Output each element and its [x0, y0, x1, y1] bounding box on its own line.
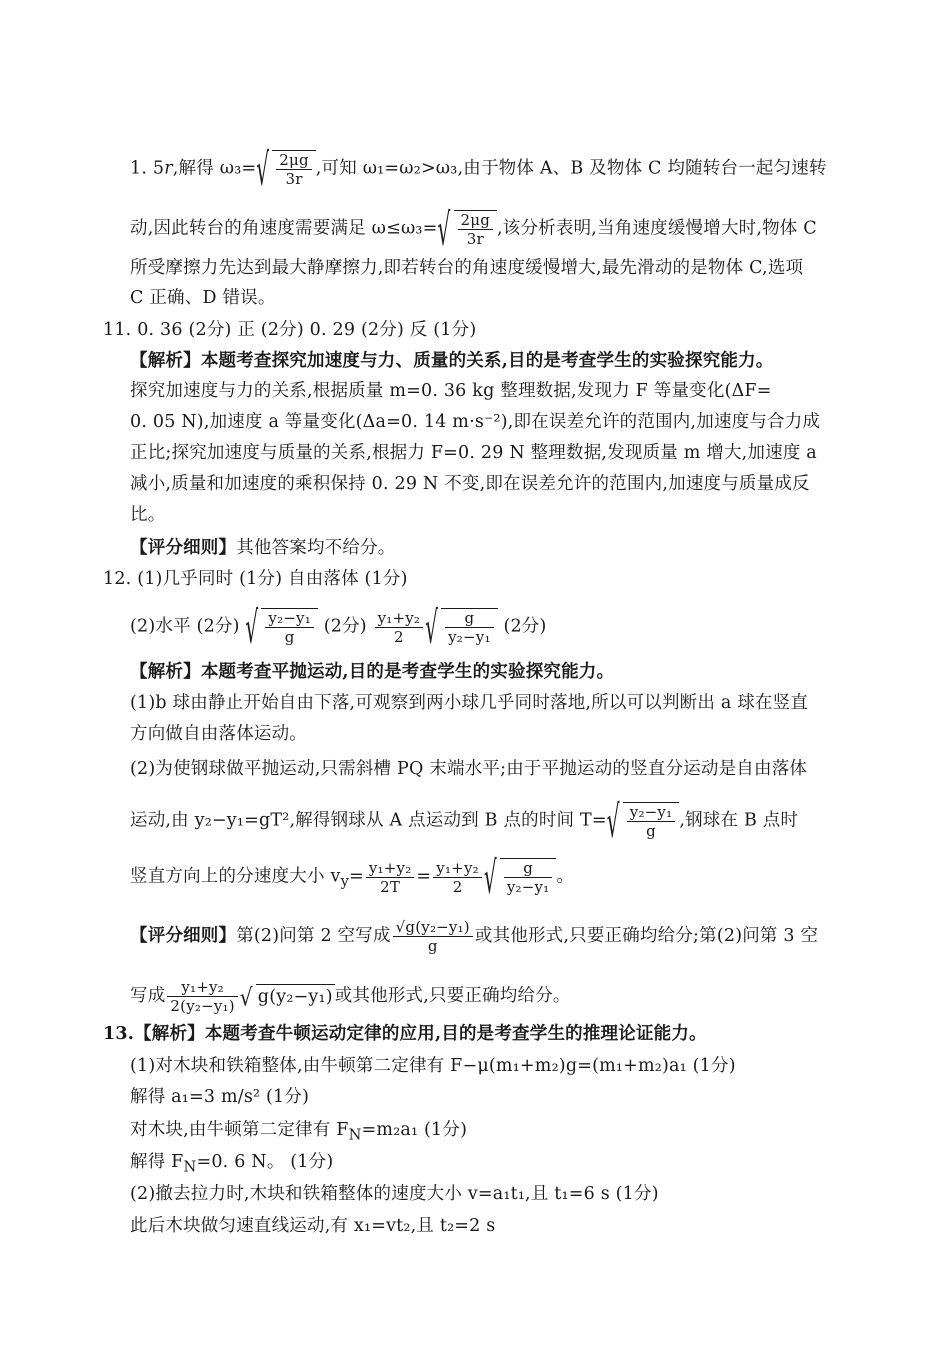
- denominator: 2T: [380, 877, 401, 896]
- text: 。: [556, 866, 575, 887]
- text-line: (1)对木块和铁箱整体,由牛顿第二定律有 F−μ(m₁+m₂)g=(m₁+m₂)a₁ (1分): [130, 1056, 736, 1076]
- text-line: [130, 1150, 870, 1180]
- text-line: (2)为使钢球做平抛运动,只需斜槽 PQ 末端水平;由于平抛运动的竖直分运动是自由落体: [130, 759, 808, 779]
- denominator: y₂−y₁: [506, 878, 550, 896]
- numerator: √ g: [445, 609, 494, 628]
- subscript: y: [340, 873, 349, 890]
- text: 或其他形式,只要正确均给分。: [334, 986, 571, 1006]
- text: 动,因此转台的角速度需要满足 ω≤ω₃=: [130, 218, 438, 239]
- subscript: N: [183, 1158, 197, 1176]
- text-line: 解得 a₁=3 m/s² (1分): [130, 1087, 310, 1107]
- numerator: √ g: [504, 859, 553, 878]
- analysis-tag: 【解析】: [130, 662, 201, 682]
- text-line: [130, 1118, 870, 1148]
- text-line: 1. 5r,解得 ω₃= √ $\frac{2\mu g}{3r}$ ,可知 ω₁=ω₂>ω₃,由于物体 A、B 及物体 C 均随转台一起匀速转: [130, 150, 870, 188]
- text: (2)水平 (2分): [130, 616, 240, 637]
- text-line: [130, 802, 870, 840]
- text: 1. 5: [130, 158, 165, 179]
- rule-tag: 【评分细则】: [130, 926, 237, 946]
- text-line: 探究加速度与力的关系,根据质量 m=0. 36 kg 整理数据,发现力 F 等量变化(ΔF=: [130, 381, 772, 401]
- text: ω₃=: [219, 158, 257, 179]
- text: =0. 6 N。 (1分): [196, 1152, 334, 1172]
- sqrt-expression: [484, 858, 557, 896]
- text-line: C 正确、D 错误。: [130, 288, 276, 308]
- numerator: y₁+y₂: [167, 978, 237, 997]
- rule-line: [130, 978, 870, 1015]
- radicand: g(y₂−y₁): [256, 984, 335, 1009]
- subscript: N: [348, 1126, 362, 1144]
- analysis-line: [130, 349, 870, 373]
- text: 其他答案均不给分。: [236, 538, 396, 558]
- text: 写成: [130, 986, 166, 1006]
- text: 对木块,由牛顿第二定律有 F: [130, 1120, 349, 1140]
- text-line: [130, 858, 870, 896]
- numerator: y₁+y₂: [433, 859, 482, 878]
- text-line: 方向做自由落体运动。: [130, 724, 307, 744]
- numerator: √ y₂−y₁: [627, 803, 676, 822]
- numerator: √ 2μg: [276, 151, 312, 170]
- sqrt-expression: [607, 802, 680, 840]
- denominator: 2(y₂−y₁): [170, 997, 235, 1015]
- sqrt-expression: [256, 150, 316, 188]
- sqrt-expression: [245, 608, 318, 646]
- denominator: 2: [452, 877, 463, 896]
- text: 第(2)问第 2 空写成: [236, 926, 391, 946]
- text-line: [130, 210, 870, 248]
- rule-tag: 【评分细则】: [130, 538, 237, 558]
- numerator: y₁+y₂: [375, 609, 424, 628]
- text: 运动,由 y₂−y₁=gT²,解得钢球从 A 点运动到 B 点的时间 T=: [130, 810, 607, 831]
- denominator: 3r: [466, 230, 484, 248]
- text: =: [416, 866, 432, 887]
- text: 或其他形式,只要正确均给分;第(2)问第 3 空: [474, 926, 819, 946]
- analysis-line: [130, 660, 870, 684]
- denominator: g: [427, 937, 438, 955]
- sqrt-expression: [240, 984, 335, 1009]
- text: 本题考查牛顿运动定律的应用,目的是考查学生的推理论证能力。: [204, 1024, 707, 1044]
- text-line: 此后木块做匀速直线运动,有 x₁=vt₂,且 t₂=2 s: [130, 1216, 496, 1236]
- fraction: [433, 859, 482, 896]
- rule-line: [130, 918, 870, 955]
- text: ,该分析表明,当角速度缓慢增大时,物体 C: [497, 218, 817, 239]
- text: ,可知 ω₁=ω₂>ω₃,由于物体 A、B 及物体 C 均随转台一起匀速转: [315, 158, 827, 179]
- text: 本题考查探究加速度与力、质量的关系,目的是考查学生的实验探究能力。: [200, 351, 774, 371]
- text-line: (1)b 球由静止开始自由下落,可观察到两小球几乎同时落地,所以可以判断出 a 球在竖直: [130, 693, 809, 713]
- numerator: y₁+y₂: [366, 859, 415, 878]
- answer-line: [130, 608, 870, 646]
- numerator: √ 2μg: [458, 211, 494, 230]
- text: 本题考查平抛运动,目的是考查学生的实验探究能力。: [200, 662, 615, 682]
- analysis-line: [103, 1022, 870, 1046]
- denominator: g: [284, 628, 295, 646]
- text-line: 0. 05 N),加速度 a 等量变化(Δa=0. 14 m·s⁻²),即在误差允许的范围内,加速度与合力成: [130, 412, 821, 432]
- text: =: [349, 866, 364, 887]
- analysis-tag: 【解析】: [130, 351, 201, 371]
- fraction: [167, 978, 237, 1015]
- text-line: 所受摩擦力先达到最大静摩擦力,即若转台的角速度缓慢增大,最先滑动的是物体 C,选项: [130, 258, 804, 278]
- fraction: [393, 918, 473, 955]
- text-line: (2)撤去拉力时,木块和铁箱整体的速度大小 v=a₁t₁,且 t₁=6 s (1分): [130, 1184, 659, 1204]
- fraction: [366, 859, 415, 896]
- answer-line: 11. 0. 36 (2分) 正 (2分) 0. 29 (2分) 反 (1分): [103, 320, 477, 340]
- text: 解得 F: [130, 1152, 184, 1172]
- sqrt-expression: [438, 210, 498, 248]
- text-line: 减小,质量和加速度的乘积保持 0. 29 N 不变,即在误差允许的范围内,加速度与质量成反: [130, 474, 810, 494]
- denominator: 2: [393, 627, 404, 646]
- text-line: 比。: [130, 505, 166, 525]
- text: =m₂a₁ (1分): [361, 1120, 468, 1140]
- text: (2分): [323, 616, 367, 637]
- numerator: √ y₂−y₁: [265, 609, 314, 628]
- answer-line: 12. (1)几乎同时 (1分) 自由落体 (1分): [103, 569, 408, 589]
- text: (2分): [503, 616, 547, 637]
- text-line: 正比;探究加速度与质量的关系,根据力 F=0. 29 N 整理数据,发现质量 m 增大,加速度 a: [130, 443, 817, 463]
- denominator: g: [646, 822, 656, 840]
- analysis-tag: 13.【解析】: [103, 1024, 205, 1044]
- text: ,解得: [172, 158, 220, 179]
- denominator: 3r: [285, 170, 303, 188]
- text: 竖直方向上的分速度大小 v: [130, 866, 341, 887]
- text: ,钢球在 B 点时: [679, 810, 799, 831]
- numerator: √g(y₂−y₁): [393, 918, 473, 937]
- sqrt-expression: [425, 608, 498, 646]
- denominator: y₂−y₁: [448, 628, 491, 646]
- fraction: [375, 609, 424, 646]
- rule-line: [130, 536, 870, 560]
